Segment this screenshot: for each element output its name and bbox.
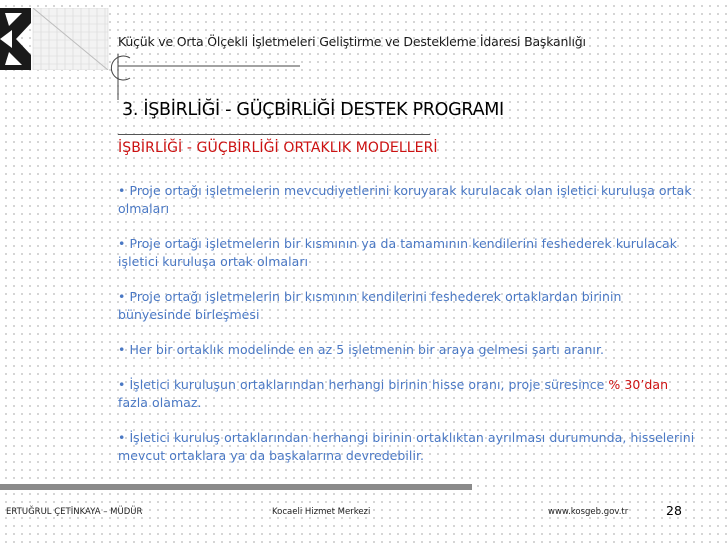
organization-title: Küçük ve Orta Ölçekli İşletmeleri Geliştirme ve Destekleme İdaresi Başkanlığı: [118, 34, 586, 49]
slide-subtitle: İŞBİRLİĞİ - GÜÇBİRLİĞİ ORTAKLIK MODELLERİ: [118, 140, 438, 156]
footer-center: Kocaeli Hizmet Merkezi: [272, 507, 371, 517]
bullet-item: • Proje ortağı işletmelerin mevcudiyetlerini koruyarak kurulacak olan işletici kuruluşa ortak olmaları: [118, 183, 692, 216]
bullet-item: • Proje ortağı işletmelerin bir kısmının kendilerini feshederek ortaklardan birinin bünyesinde birleşmesi: [118, 289, 622, 322]
footer-presenter: ERTUĞRUL ÇETİNKAYA – MÜDÜR: [6, 507, 143, 517]
bullet-text: fazla olamaz.: [118, 395, 202, 410]
kosgeb-logo: [0, 8, 110, 74]
bullet-item: • Her bir ortaklık modelinde en az 5 işletmenin bir araya gelmesi şartı aranır.: [118, 342, 605, 357]
title-underline: [118, 134, 430, 135]
footer-divider: [0, 484, 472, 490]
title-ornament: [100, 52, 340, 106]
bullet-list: [118, 182, 698, 482]
footer-website: www.kosgeb.gov.tr: [548, 507, 629, 517]
slide-title: 3. İŞBİRLİĞİ - GÜÇBİRLİĞİ DESTEK PROGRAMI: [122, 100, 504, 120]
bullet-item: [118, 376, 698, 412]
bullet-item: • İşletici kuruluş ortaklarından herhangi birinin ortaklıktan ayrılması durumunda, hisselerini mevcut ortaklara ya da başkalarına devredebilir.: [118, 430, 695, 463]
bullet-text: • İşletici kuruluşun ortaklarından herhangi birinin hisse oranı, proje süresince: [118, 377, 609, 392]
page-number: 28: [666, 503, 682, 518]
highlight-percentage: % 30’dan: [608, 377, 669, 392]
bullet-item: • Proje ortağı işletmelerin bir kısmının ya da tamamının kendilerini feshederek kurulacak işletici kuruluşa ortak olmaları: [118, 236, 678, 269]
